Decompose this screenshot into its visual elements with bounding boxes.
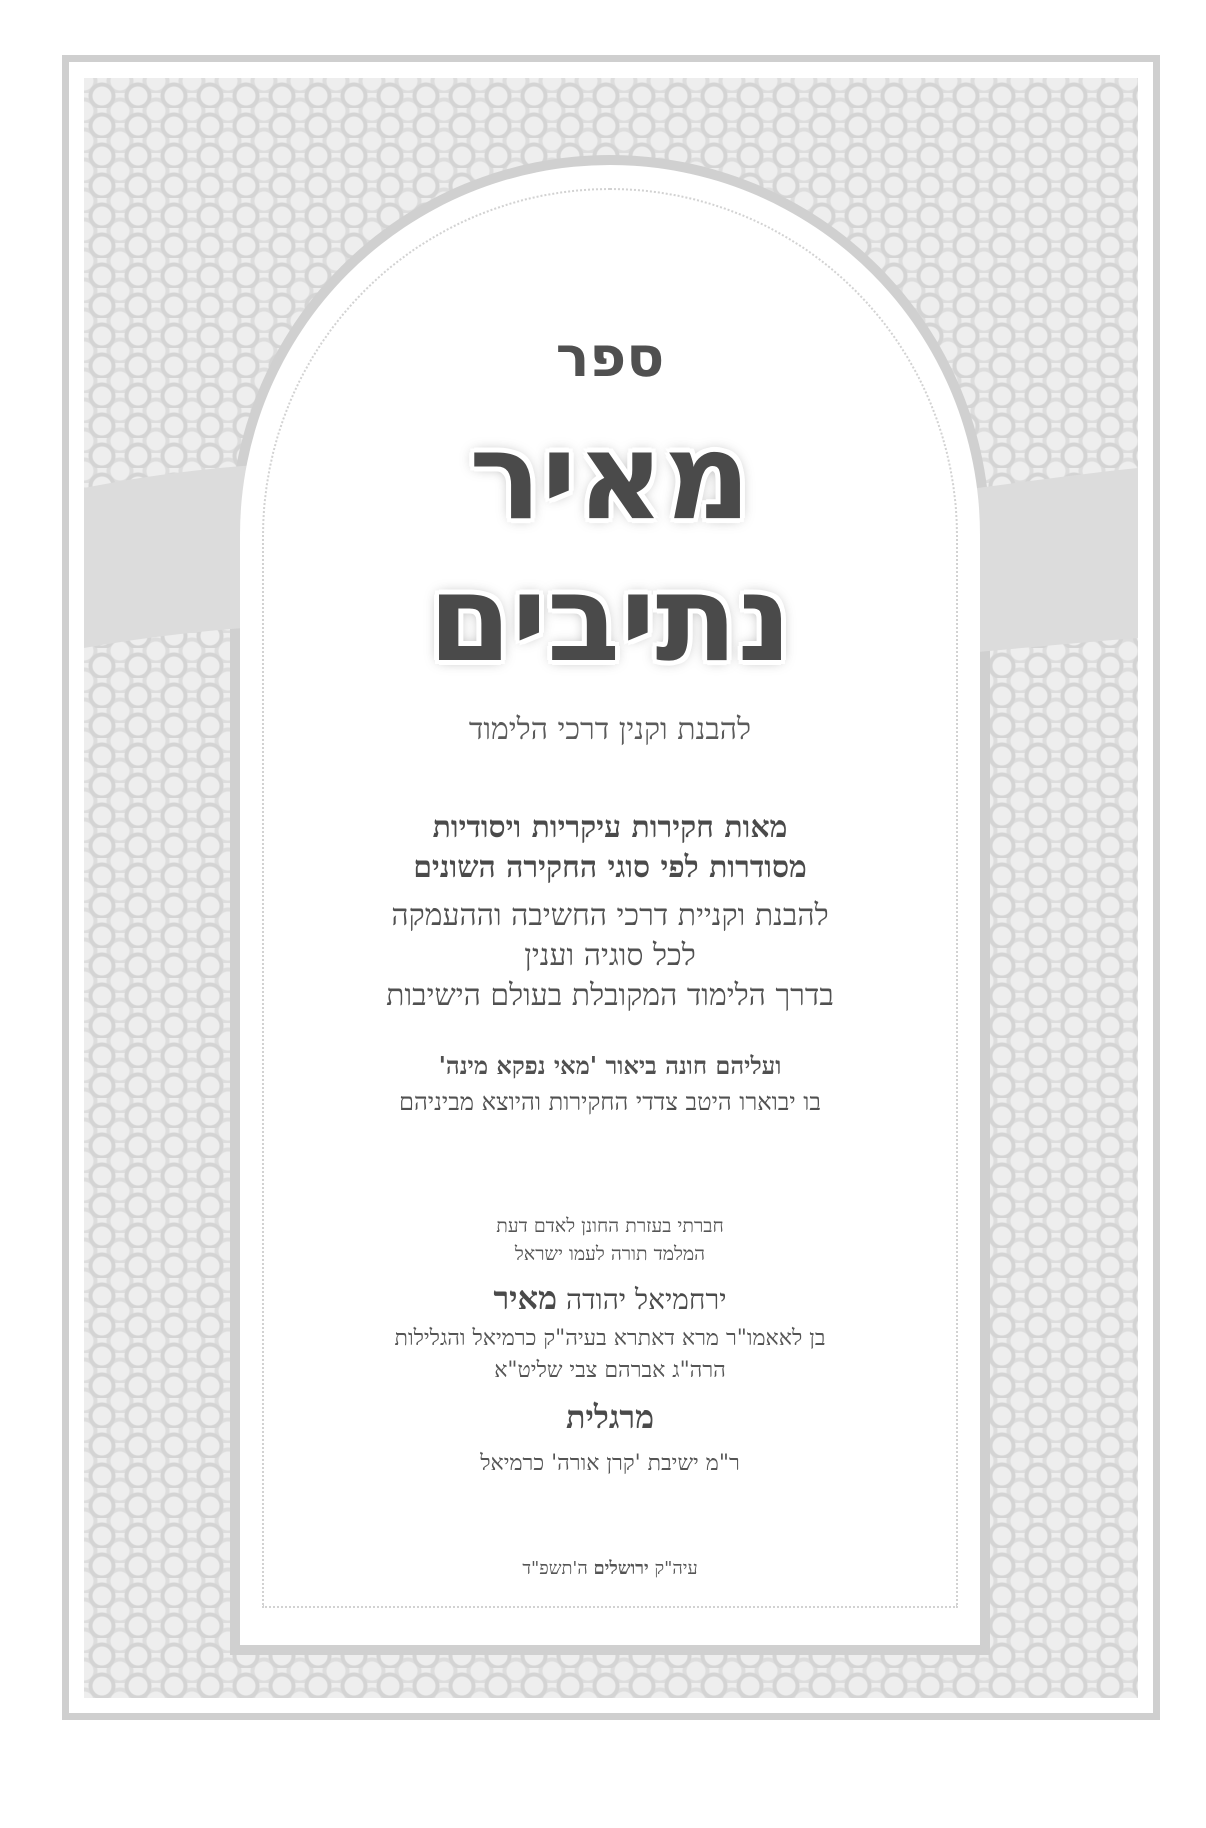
- description-line-1: להבנת וקניית דרכי החשיבה וההעמקה: [391, 898, 829, 933]
- description-line-3: בדרך הלימוד המקובלת בעולם הישיבות: [386, 978, 834, 1013]
- subtitle: להבנת וקנין דרכי הלימוד: [468, 712, 752, 747]
- imprint-year: ה'תשפ"ד: [522, 1558, 588, 1579]
- title-line-2: נתיבים: [428, 550, 792, 689]
- title-line-1: מאיר: [469, 408, 751, 547]
- imprint-prefix: עיה"ק: [654, 1558, 698, 1579]
- author-role: ר"מ ישיבת 'קרן אורה' כרמיאל: [480, 1451, 740, 1476]
- title-prefix: ספר: [555, 325, 665, 390]
- description-line-2: לכל סוגיה וענין: [524, 938, 696, 973]
- imprint: [270, 1558, 950, 1579]
- note-line-2: בו יבוארו היטב צדדי החקירות והיוצא מביניהם: [399, 1088, 821, 1116]
- imprint-city: ירושלים: [593, 1558, 649, 1579]
- description-bold-line-1: מאות חקירות עיקריות ויסודיות: [432, 810, 788, 845]
- author-surname: מרגלית: [565, 1398, 655, 1436]
- description-bold-line-2: מסודרות לפי סוגי החקירה השונים: [413, 850, 807, 885]
- lineage-line-1: בן לאאמו"ר מרא דאתרא בעיה"ק כרמיאל והגלילות: [394, 1326, 826, 1351]
- author-intro-line-1: חברתי בעזרת החונן לאדם דעת: [496, 1215, 724, 1237]
- author-name: [270, 1280, 950, 1318]
- author-first-names: ירחמיאל יהודה: [565, 1283, 727, 1316]
- note-line-1: ועליהם חונה ביאור 'מאי נפקא מינה': [438, 1051, 782, 1080]
- author-family-name: מאיר: [493, 1279, 558, 1317]
- cover-text: [270, 0, 950, 1828]
- author-intro-line-2: המלמד תורה לעמו ישראל: [514, 1243, 706, 1265]
- lineage-line-2: הרה"ג אברהם צבי שליט"א: [494, 1358, 726, 1383]
